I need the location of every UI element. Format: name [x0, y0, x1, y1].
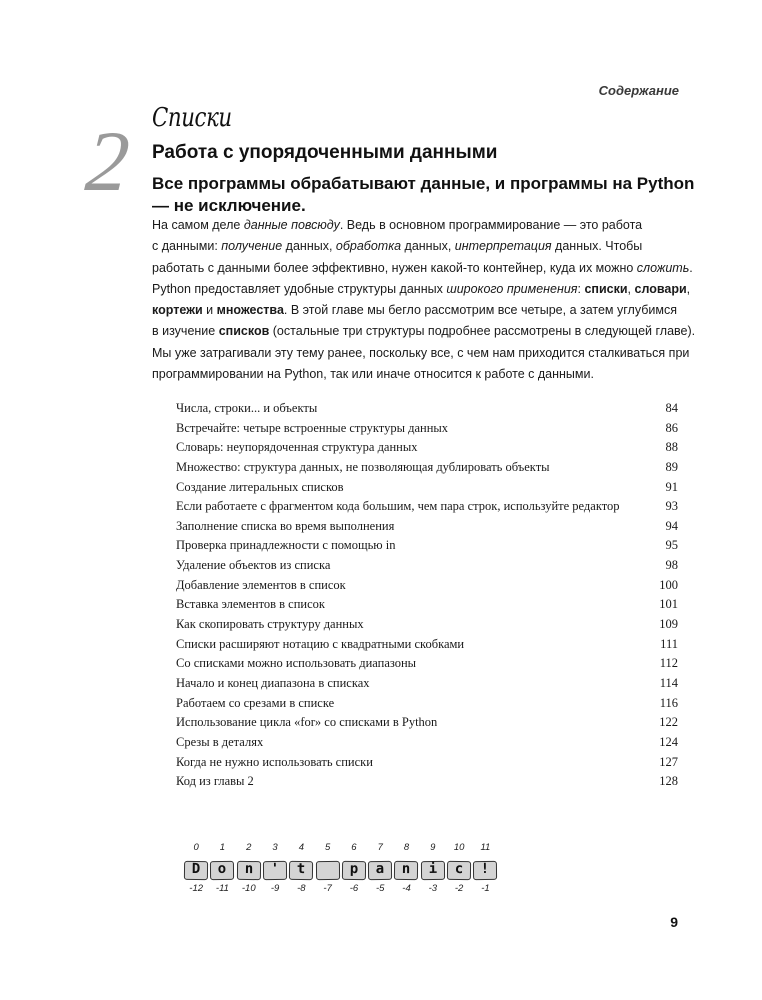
toc-entry[interactable] [176, 399, 678, 419]
toc-entry[interactable] [176, 635, 678, 655]
toc-entry-title: Добавление элементов в список [176, 577, 346, 592]
character-cell: c [447, 861, 471, 880]
intro-text: и [202, 303, 217, 318]
toc-entry-title: Когда не нужно использовать списки [176, 754, 373, 769]
toc-entry-page: 128 [659, 774, 678, 789]
toc-entry-page: 122 [659, 715, 678, 730]
intro-text: , [686, 281, 691, 296]
toc-entry[interactable] [176, 536, 678, 556]
toc-entry[interactable] [176, 438, 678, 458]
toc-entry-title: Удаление объектов из списка [176, 558, 331, 573]
toc-entry-page: 100 [659, 577, 678, 592]
toc-entry-title: Заполнение списка во время выполнения [176, 518, 395, 533]
toc-entry-page: 91 [665, 479, 678, 494]
intro-text: . Ведь в основном программирование — это работа [339, 218, 643, 232]
toc-entry[interactable] [176, 595, 678, 615]
toc-entry[interactable] [176, 517, 678, 537]
toc-entry-page: 111 [660, 636, 678, 651]
intro-line [152, 258, 692, 279]
negative-index-label: -4 [402, 883, 411, 894]
intro-emphasis: широкого применения [446, 281, 578, 296]
positive-index-label: 3 [272, 842, 278, 853]
toc-entry-title: Числа, строки... и объекты [176, 401, 318, 415]
toc-entry[interactable] [176, 733, 678, 753]
positive-index-label: 5 [324, 842, 331, 853]
string-index-illustration [183, 842, 513, 899]
toc-entry-page: 109 [659, 617, 678, 632]
positive-index-label: 0 [193, 842, 199, 853]
toc-entry-title: Как скопировать структуру данных [176, 617, 364, 632]
intro-text: На самом деле [152, 218, 244, 232]
positive-index-label: 6 [351, 842, 357, 853]
character-cells [183, 861, 513, 880]
toc-entry-page: 98 [665, 558, 678, 573]
intro-strong: множества [216, 303, 284, 318]
toc-entry[interactable] [176, 478, 678, 498]
positive-index-row [183, 842, 513, 858]
toc-entry-title: Словарь: неупорядоченная структура данных [176, 440, 418, 455]
toc-entry-page: 116 [659, 695, 678, 710]
negative-index-label: -7 [323, 883, 332, 894]
intro-text: программировании на Python, так или иначе относится к работе с данными. [152, 367, 594, 382]
negative-index-label: -10 [241, 883, 256, 894]
toc-entry[interactable] [176, 674, 678, 694]
negative-index-label: -1 [481, 883, 490, 894]
running-head: Содержание [598, 83, 679, 98]
character-cell: D [184, 861, 208, 880]
positive-index-label: 10 [453, 842, 465, 853]
positive-index-label: 11 [480, 842, 491, 853]
toc-entry-title: Код из главы 2 [176, 774, 254, 789]
toc-entry-title: Множество: структура данных, не позволяющая дублировать объекты [176, 459, 550, 474]
character-cell: ! [473, 861, 497, 880]
toc-entry-page: 89 [665, 459, 678, 474]
intro-emphasis: данные повсюду [243, 218, 340, 232]
intro-line [152, 364, 692, 385]
negative-index-label: -2 [454, 883, 464, 894]
negative-index-label: -6 [349, 883, 359, 894]
intro-text: Мы уже затрагивали эту тему ранее, поскольку все, с чем нам приходится сталкиваться при [152, 345, 690, 360]
intro-line [152, 215, 692, 236]
toc-entry-page: 95 [665, 538, 678, 553]
intro-strong: кортежи [152, 303, 203, 318]
positive-index-label: 4 [298, 842, 304, 853]
toc-entry-page: 127 [659, 754, 678, 769]
toc-entry-page: 114 [659, 675, 678, 690]
chapter-label: Списки [152, 103, 232, 133]
toc-entry[interactable] [176, 615, 678, 635]
toc-entry-title: Начало и конец диапазона в списках [176, 675, 370, 690]
toc-entry-page: 84 [665, 401, 678, 415]
toc-entry[interactable] [176, 576, 678, 596]
toc-entry-title: Срезы в деталях [176, 734, 264, 749]
intro-text: в изучение [152, 324, 219, 339]
toc-entry-page: 112 [659, 656, 678, 671]
toc-entry-title: Списки расширяют нотацию с квадратными скобками [176, 636, 465, 651]
intro-line [152, 343, 692, 364]
toc-entry-page: 101 [659, 597, 678, 612]
negative-index-label: -12 [189, 883, 204, 894]
character-cell [315, 861, 339, 880]
intro-text: данных, [401, 239, 455, 254]
toc-entry-title: Проверка принадлежности с помощью in [176, 538, 396, 553]
intro-text: Python предоставляет удобные структуры данных [152, 281, 447, 296]
positive-index-label: 9 [430, 842, 436, 853]
intro-emphasis: сложить [636, 260, 690, 275]
intro-text: . В этой главе мы бегло рассмотрим все четыре, а затем углубимся [283, 303, 677, 318]
positive-index-label: 2 [246, 842, 252, 853]
negative-index-label: -9 [270, 883, 280, 894]
intro-strong: словари [634, 281, 687, 296]
toc-entry-title: Работаем со срезами в списке [176, 695, 335, 710]
intro-emphasis: интерпретация [454, 239, 552, 254]
toc-entry[interactable] [176, 713, 678, 733]
character-cell: p [342, 861, 366, 880]
intro-strong: списков [218, 324, 270, 339]
character-cell: i [421, 861, 445, 880]
intro-text: данных, [282, 239, 336, 254]
intro-text: , [627, 281, 635, 296]
toc-entry[interactable] [176, 458, 678, 478]
toc-entry-title: Вставка элементов в список [176, 597, 325, 612]
toc-entry[interactable] [176, 556, 678, 576]
intro-text: : [577, 281, 585, 296]
intro-line [152, 279, 692, 300]
toc-entry[interactable] [176, 419, 678, 439]
negative-index-label: -8 [297, 883, 306, 894]
table-of-contents [176, 399, 678, 792]
character-cell: t [289, 861, 313, 880]
chapter-title: Работа с упорядоченными данными [152, 142, 498, 163]
intro-line [152, 236, 692, 257]
negative-index-label: -3 [428, 883, 438, 894]
toc-entry-title: Если работаете с фрагментом кода большим, чем пара строк, используйте редактор [176, 499, 620, 514]
character-cell: a [368, 861, 392, 880]
character-cell: n [394, 861, 418, 880]
toc-entry[interactable] [176, 753, 678, 773]
intro-paragraph [152, 215, 696, 385]
toc-entry-page: 86 [665, 420, 678, 435]
toc-entry-title: Создание литеральных списков [176, 479, 344, 494]
negative-index-label: -5 [376, 883, 385, 894]
toc-entry[interactable] [176, 497, 678, 517]
intro-line [152, 300, 692, 321]
toc-entry-title: Использование цикла «for» со списками в Python [176, 715, 438, 730]
negative-index-label: -11 [215, 883, 229, 894]
toc-entry-page: 94 [665, 518, 678, 533]
positive-index-label: 7 [377, 842, 383, 853]
toc-entry-page: 88 [665, 440, 678, 455]
intro-text: с данными: [152, 239, 222, 254]
toc-entry[interactable] [176, 772, 678, 792]
intro-text: данных. Чтобы [551, 239, 643, 254]
chapter-subtitle: Все программы обрабатывают данные, и программы на Python — не исключение. [152, 174, 695, 215]
positive-index-label: 8 [403, 842, 410, 853]
intro-line [152, 321, 696, 342]
intro-text: работать с данными более эффективно, нужен какой-то контейнер, куда их можно [152, 260, 637, 275]
character-cell: o [210, 861, 234, 880]
toc-entry-title: Встречайте: четыре встроенные структуры данных [176, 420, 449, 435]
toc-entry-page: 93 [665, 499, 678, 514]
intro-text: . [689, 260, 693, 275]
toc-entry[interactable] [176, 654, 678, 674]
intro-emphasis: обработка [335, 239, 402, 254]
chapter-number: 2 [82, 113, 133, 209]
toc-entry-page: 124 [659, 734, 678, 749]
intro-emphasis: получение [221, 239, 283, 254]
toc-entry-title: Со списками можно использовать диапазоны [176, 656, 417, 671]
character-cell: n [237, 861, 261, 880]
intro-strong: списки [584, 281, 628, 296]
positive-index-label: 1 [219, 842, 226, 853]
character-cell: ' [263, 861, 287, 880]
page-number: 9 [670, 914, 678, 930]
toc-entry[interactable] [176, 694, 678, 714]
intro-text: (остальные три структуры подробнее рассмотрены в следующей главе). [269, 324, 696, 339]
negative-index-row [183, 883, 513, 899]
